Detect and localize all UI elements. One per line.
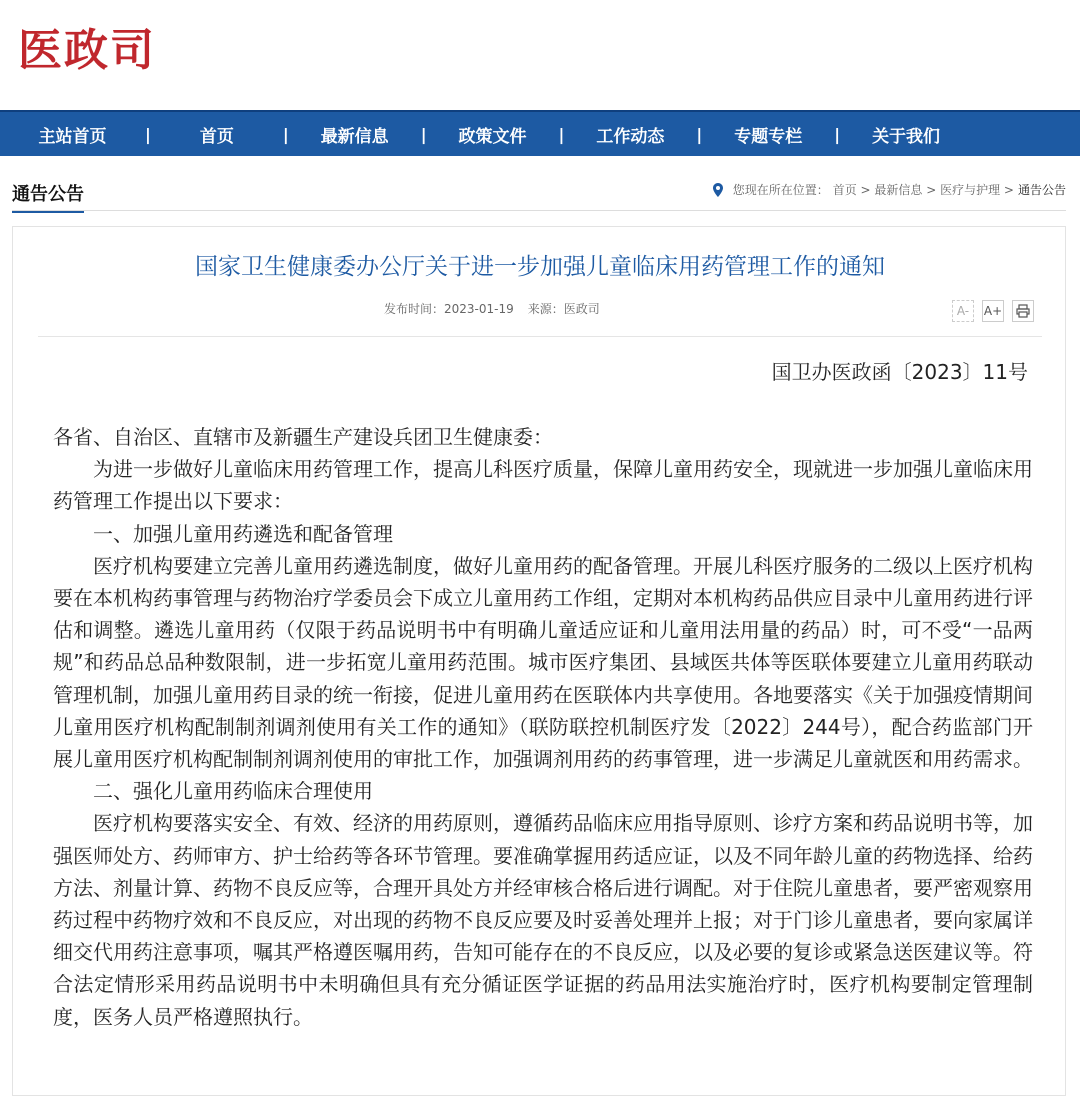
site-logo[interactable]: 医政司 bbox=[18, 25, 156, 76]
source-label: 来源： bbox=[527, 302, 564, 316]
section-divider bbox=[12, 210, 1066, 211]
nav-separator: | bbox=[834, 124, 841, 144]
breadcrumb-current[interactable]: 通告公告 bbox=[1017, 183, 1066, 197]
nav-separator: | bbox=[282, 124, 289, 144]
print-button[interactable] bbox=[1012, 300, 1034, 322]
nav-item-work-news[interactable]: 工作动态 bbox=[596, 126, 665, 147]
main-nav bbox=[0, 110, 1080, 156]
nav-item-about-us[interactable]: 关于我们 bbox=[872, 126, 941, 147]
print-icon bbox=[1016, 304, 1030, 318]
salutation: 各省、自治区、直辖市及新疆生产建设兵团卫生健康委： bbox=[53, 425, 553, 449]
nav-separator: | bbox=[696, 124, 703, 144]
section-heading-2: 二、强化儿童用药临床合理使用 bbox=[93, 779, 373, 804]
nav-separator: | bbox=[145, 124, 151, 144]
section-paragraph-2: 医疗机构要落实安全、有效、经济的用药原则，遵循药品临床应用指导原则、诊疗方案和药品说明书等，加强医师处方、药师审方、护士给药等各环节管理。要准确掌握用药适应证，以及不同年龄儿童的药物选择、给药方法、剂量计算、药物不良反应等，合理开具处方并经审核合格后进行调配。对于住院儿童患者，要严密观察用药过程中药物疗效和不良反应，对出现的药物不良反应要及时妥善处理并上报；对于门诊儿童患者，要向家属详细交代用药注意事项，嘱其严格遵医嘱用药，告知可能存在的不良反应，以及必要的复诊或紧急送医建议等。符合法定情形采用药品说明书中未明确但具有充分循证医学证据的药品用法实施治疗时，医疗机构要制定管理制度，医务人员严格遵照执行。 bbox=[53, 811, 1033, 1029]
article-meta bbox=[384, 300, 600, 317]
nav-separator: | bbox=[558, 124, 565, 144]
breadcrumb bbox=[713, 181, 1066, 198]
article-body bbox=[53, 421, 1033, 1033]
meta-divider bbox=[38, 336, 1042, 337]
nav-item-latest-info[interactable]: 最新信息 bbox=[320, 126, 389, 147]
nav-separator: | bbox=[420, 124, 427, 144]
font-increase-button[interactable]: A+ bbox=[982, 300, 1004, 322]
article-tools bbox=[952, 300, 1034, 322]
nav-item-home[interactable]: 首页 bbox=[199, 126, 234, 147]
publish-label: 发布时间： bbox=[384, 302, 445, 316]
section-heading-1: 一、加强儿童用药遴选和配备管理 bbox=[93, 521, 393, 546]
nav-item-policy-docs[interactable]: 政策文件 bbox=[458, 126, 527, 147]
intro-paragraph: 为进一步做好儿童临床用药管理工作，提高儿科医疗质量，保障儿童用药安全，现就进一步加强儿童临床用药管理工作提出以下要求： bbox=[53, 457, 1033, 514]
publish-date: 2023-01-19 bbox=[444, 302, 514, 316]
nav-item-main-home[interactable]: 主站首页 bbox=[38, 126, 107, 147]
font-decrease-button[interactable]: A- bbox=[952, 300, 974, 322]
section-title: 通告公告 bbox=[12, 180, 84, 213]
location-pin-icon bbox=[713, 183, 723, 197]
document-number: 国卫办医政函〔2023〕11号 bbox=[771, 360, 1028, 384]
breadcrumb-prefix: 您现在所在位置： bbox=[732, 183, 829, 197]
nav-item-special-topics[interactable]: 专题专栏 bbox=[734, 126, 803, 147]
section-paragraph-1: 医疗机构要建立完善儿童用药遴选制度，做好儿童用药的配备管理。开展儿科医疗服务的二级以上医疗机构要在本机构药事管理与药物治疗学委员会下成立儿童用药工作组，定期对本机构药品供应目录中儿童用药进行评估和调整。遴选儿童用药（仅限于药品说明书中有明确儿童适应证和儿童用法用量的药品）时，可不受“一品两规”和药品总品种数限制，进一步拓宽儿童用药范围。城市医疗集团、县域医共体等医联体要建立儿童用药联动管理机制，加强儿童用药目录的统一衔接，促进儿童用药在医联体内共享使用。各地要落实《关于加强疫情期间儿童用医疗机构配制制剂调剂使用有关工作的通知》（联防联控机制医疗发〔2022〕244号），配合药监部门开展儿童用医疗机构配制制剂调剂使用的审批工作，加强调剂用药的药事管理，进一步满足儿童就医和用药需求。 bbox=[53, 553, 1033, 772]
source-value: 医政司 bbox=[563, 302, 600, 316]
breadcrumb-path[interactable]: 首页 > 最新信息 > 医疗与护理 > bbox=[832, 183, 1014, 197]
article-title: 国家卫生健康委办公厅关于进一步加强儿童临床用药管理工作的通知 bbox=[195, 254, 885, 280]
